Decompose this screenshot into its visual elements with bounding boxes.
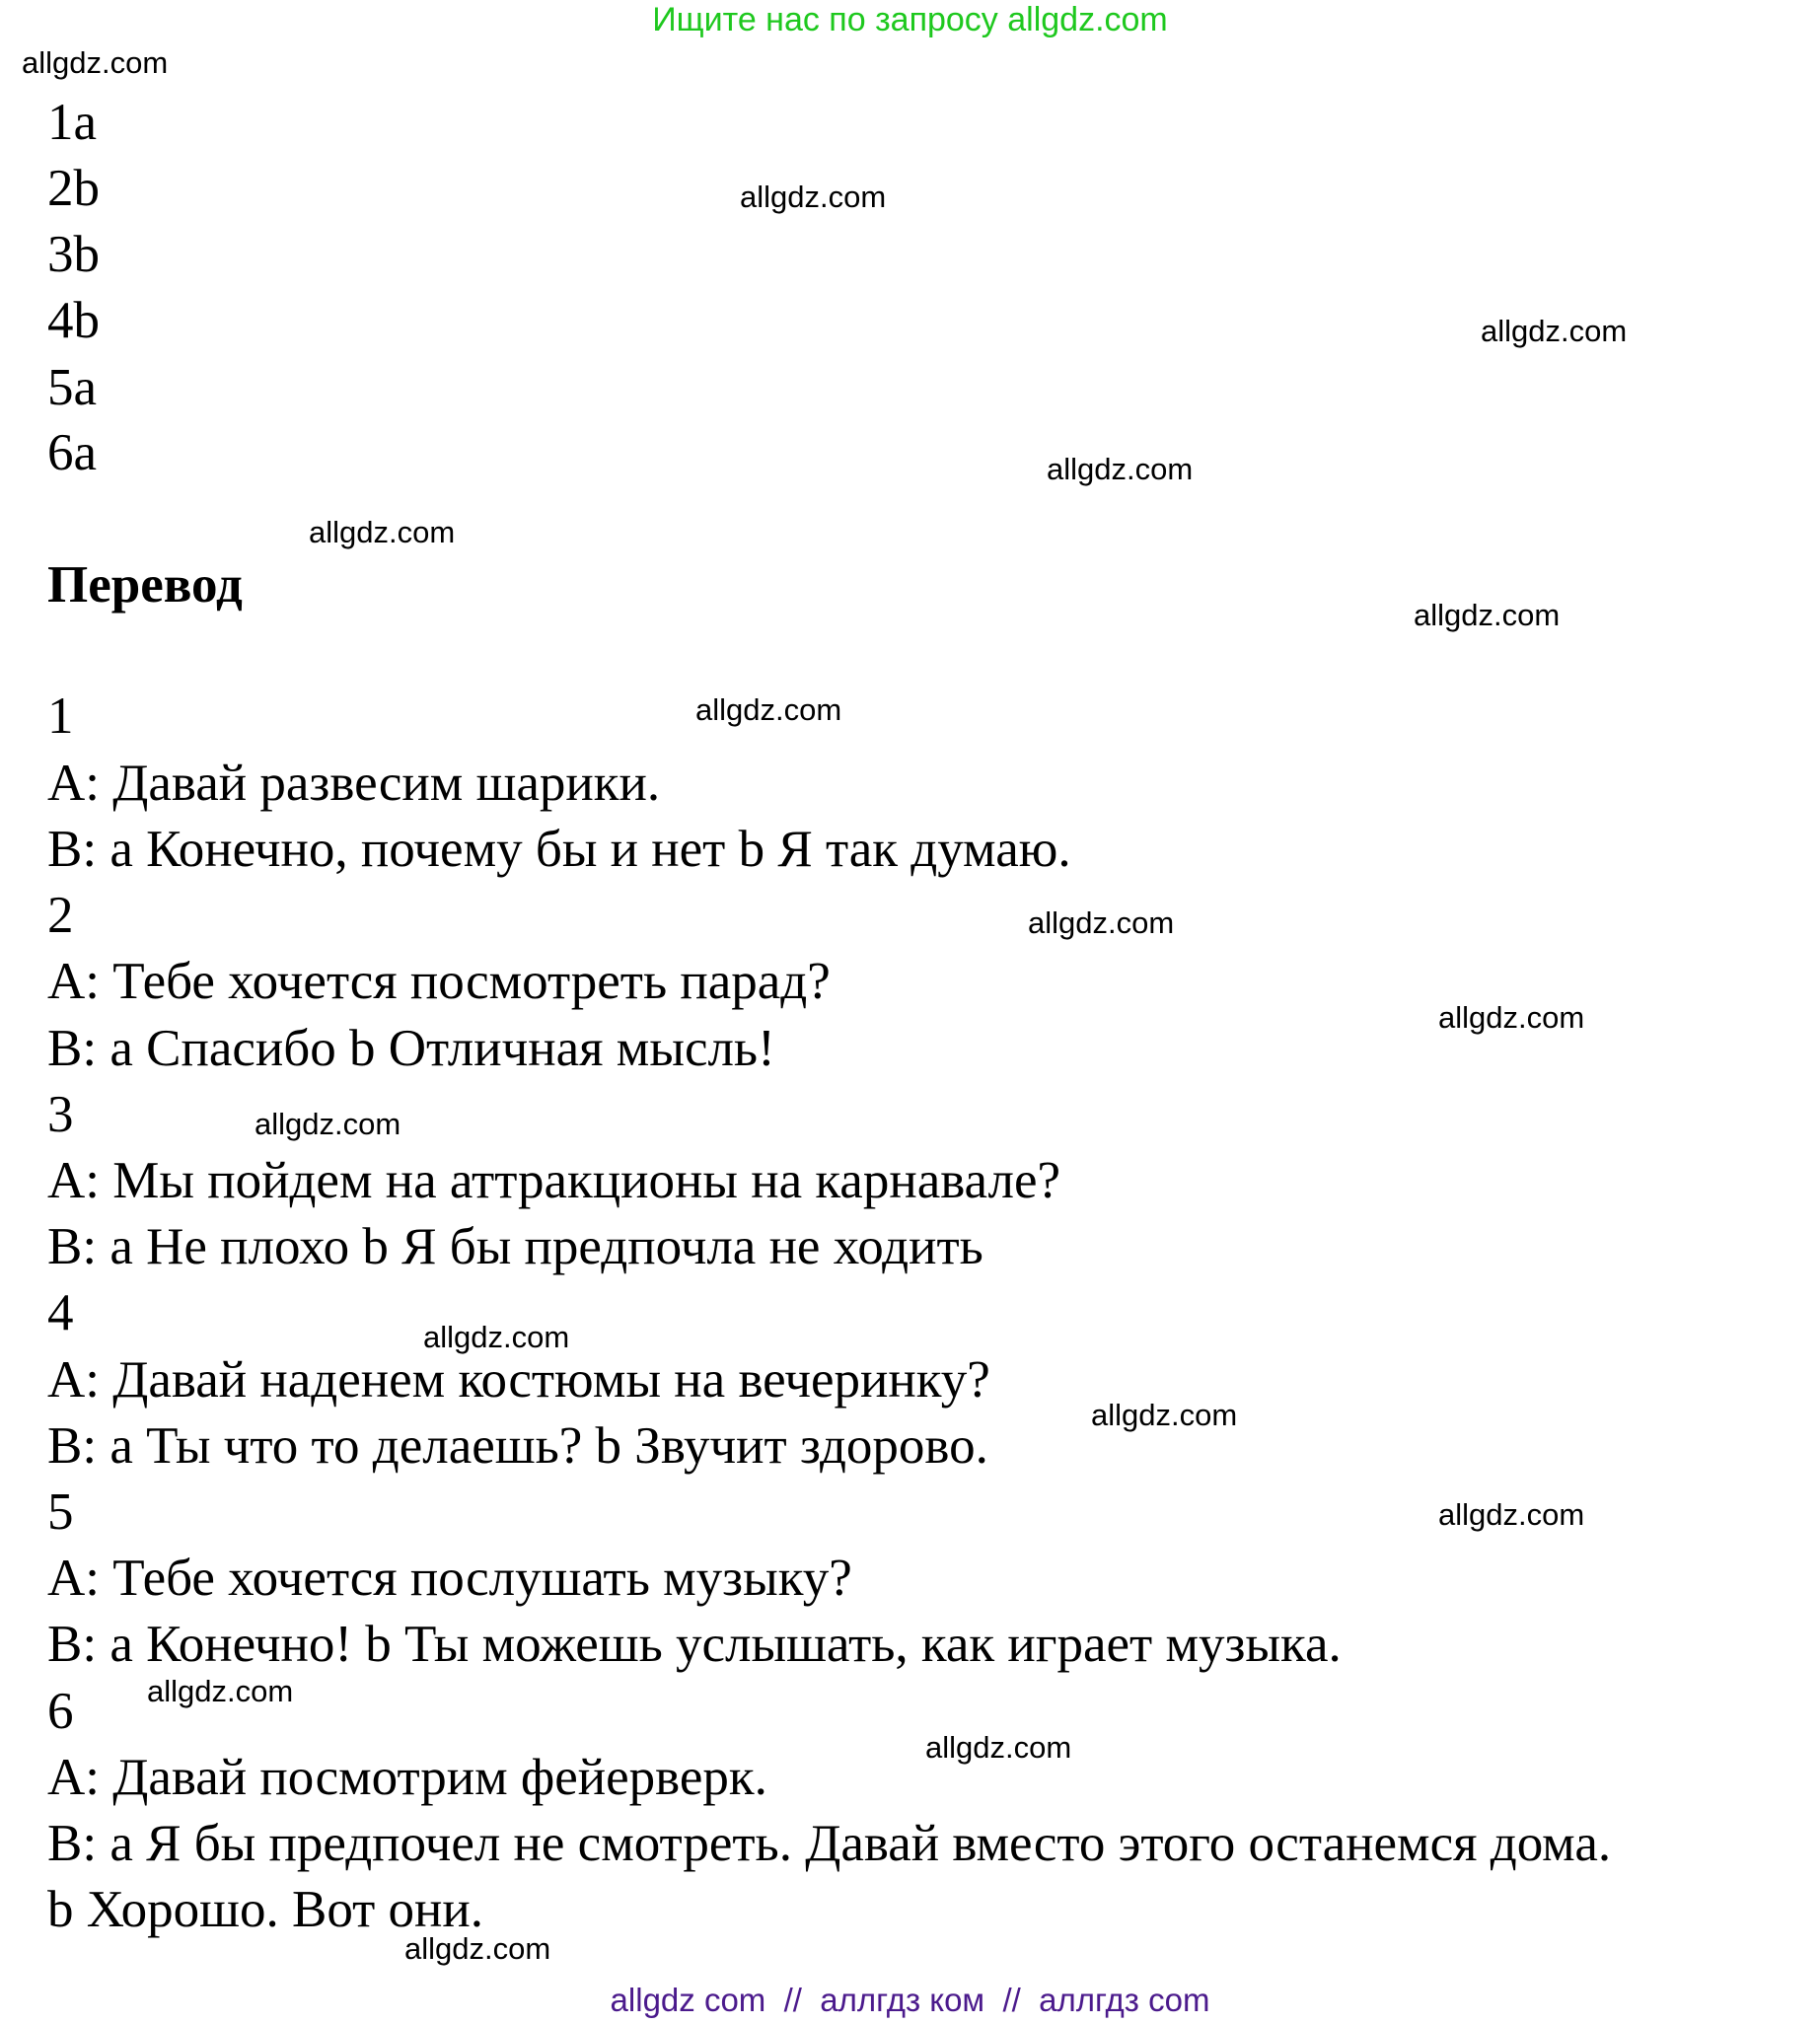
watermark: allgdz.com — [423, 1320, 570, 1354]
translation-line: A: Давай наденем костюмы на вечеринку? — [47, 1351, 990, 1409]
search-hint-banner: Ищите нас по запросу allgdz.com — [652, 1, 1168, 38]
translation-line: 6 — [47, 1683, 74, 1740]
watermark: allgdz.com — [1438, 1000, 1585, 1035]
translation-line: 1 — [47, 687, 74, 745]
translation-line: B: a Не плохо b Я бы предпочла не ходить — [47, 1218, 983, 1275]
translation-line: B: a Конечно, почему бы и нет b Я так думаю. — [47, 821, 1071, 878]
footer-links: allgdz com // аллгдз ком // аллгдз com — [610, 1982, 1210, 2018]
watermark: allgdz.com — [1438, 1497, 1585, 1532]
translation-line: 2 — [47, 887, 74, 944]
translation-line: b Хорошо. Вот они. — [47, 1881, 484, 1938]
answer-6: 6a — [47, 424, 98, 481]
watermark: allgdz.com — [22, 45, 169, 80]
answer-1: 1a — [47, 94, 98, 151]
watermark: allgdz.com — [255, 1107, 401, 1141]
watermark: allgdz.com — [1047, 452, 1194, 486]
translation-line: 3 — [47, 1086, 74, 1143]
translation-line: B: a Конечно! b Ты можешь услышать, как играет музыка. — [47, 1616, 1342, 1673]
watermark: allgdz.com — [1414, 598, 1561, 632]
translation-line: 5 — [47, 1483, 74, 1541]
watermark: allgdz.com — [309, 515, 456, 549]
answer-5: 5a — [47, 359, 98, 416]
translation-heading: Перевод — [47, 556, 243, 614]
watermark: allgdz.com — [1028, 905, 1175, 940]
answer-4: 4b — [47, 292, 100, 349]
watermark: allgdz.com — [925, 1730, 1072, 1765]
watermark: allgdz.com — [147, 1674, 294, 1708]
watermark: allgdz.com — [1481, 314, 1628, 348]
translation-line: A: Тебе хочется послушать музыку? — [47, 1550, 852, 1607]
answer-3: 3b — [47, 226, 100, 283]
watermark: allgdz.com — [695, 692, 842, 727]
watermark: allgdz.com — [1091, 1398, 1238, 1432]
answer-2: 2b — [47, 160, 100, 217]
translation-line: A: Мы пойдем на аттракционы на карнавале? — [47, 1152, 1061, 1209]
translation-line: A: Давай посмотрим фейерверк. — [47, 1749, 767, 1806]
watermark: allgdz.com — [404, 1931, 551, 1966]
translation-line: B: a Ты что то делаешь? b Звучит здорово. — [47, 1417, 988, 1475]
translation-line: A: Тебе хочется посмотреть парад? — [47, 953, 831, 1010]
watermark: allgdz.com — [740, 180, 887, 214]
translation-line: A: Давай развесим шарики. — [47, 755, 661, 812]
translation-line: B: a Спасибо b Отличная мысль! — [47, 1020, 775, 1077]
translation-line: B: a Я бы предпочел не смотреть. Давай вместо этого останемся дома. — [47, 1815, 1612, 1872]
translation-line: 4 — [47, 1284, 74, 1341]
